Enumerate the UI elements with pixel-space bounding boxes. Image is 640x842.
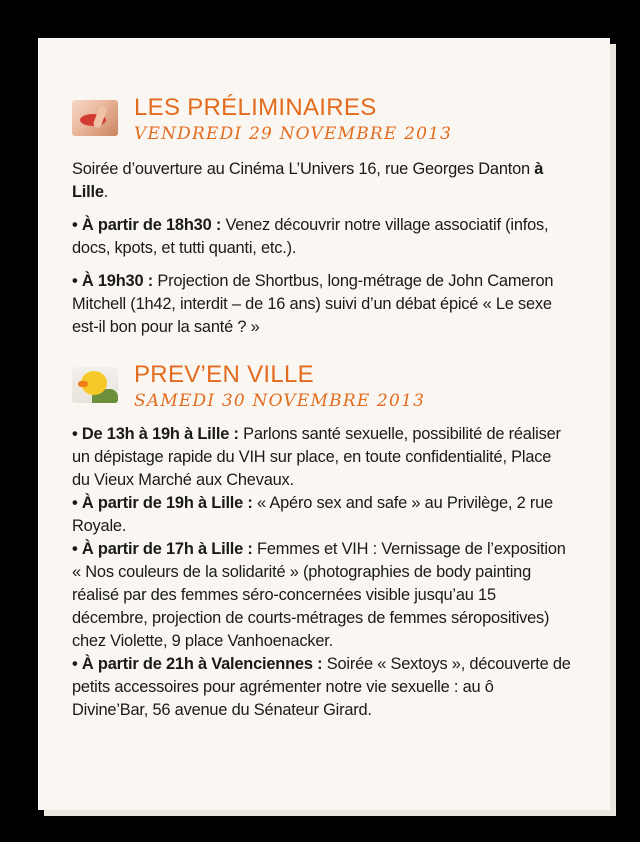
section-preven-ville <box>72 361 572 722</box>
flyer-card <box>38 38 610 810</box>
intro-city: Lille <box>72 183 104 201</box>
event-time: • À partir de 18h30 : <box>72 216 222 234</box>
section-title: PREV’EN VILLE <box>134 361 314 388</box>
event-list <box>72 214 572 339</box>
section-date: VENDREDI 29 NOVEMBRE 2013 <box>134 124 453 144</box>
event-item <box>72 538 572 653</box>
event-time: • À partir de 21h à Valenciennes : <box>72 655 323 673</box>
event-text: Parlons santé sexuelle, possibilité de réaliser un dépistage rapide du VIH sur place, en toute confidentialité, Place du Vieux Marché aux Chevaux. <box>72 425 561 489</box>
event-item <box>72 653 572 722</box>
event-time: • De 13h à 19h à Lille : <box>72 425 239 443</box>
event-item <box>72 214 572 260</box>
event-text: Venez découvrir notre village associatif (infos, docs, kpots, et tutti quanti, etc.). <box>72 216 549 257</box>
lips-photo-icon <box>72 100 118 136</box>
section-header <box>72 94 572 156</box>
section-date: SAMEDI 30 NOVEMBRE 2013 <box>134 391 426 411</box>
section-title: LES PRÉLIMINAIRES <box>134 94 377 121</box>
event-list <box>72 423 572 722</box>
event-item <box>72 492 572 538</box>
section-intro: Soirée d’ouverture au Cinéma L’Univers 16, rue Georges Danton à Lille. <box>72 160 544 201</box>
section-header <box>72 361 572 423</box>
event-text: « Apéro sex and safe » au Privilège, 2 rue Royale. <box>72 494 553 535</box>
event-item <box>72 423 572 492</box>
event-text: Projection de Shortbus, long-métrage de John Cameron Mitchell (1h42, interdit – de 16 ans) suivi d’un débat épicé « Le sexe est-il bon pour la santé ? » <box>72 272 554 336</box>
section-preliminaires <box>72 94 572 339</box>
event-text: Soirée « Sextoys », découverte de petits accessoires pour agrémenter notre vie sexuelle : au ô Divine’Bar, 56 avenue du Sénateur Girard. <box>72 655 571 719</box>
event-time: • À partir de 17h à Lille : <box>72 540 253 558</box>
event-time: • À partir de 19h à Lille : <box>72 494 253 512</box>
event-item <box>72 270 572 339</box>
rubber-duck-photo-icon <box>72 367 118 403</box>
event-text: Femmes et VIH : Vernissage de l’exposition « Nos couleurs de la solidarité » (photographies de body painting réalisé par des femmes séro-concernées visible jusqu’au 15 décembre, projection de courts-métrages de femmes séropositives) chez Violette, 9 place Vanhoenacker. <box>72 540 566 650</box>
event-time: • À 19h30 : <box>72 272 153 290</box>
